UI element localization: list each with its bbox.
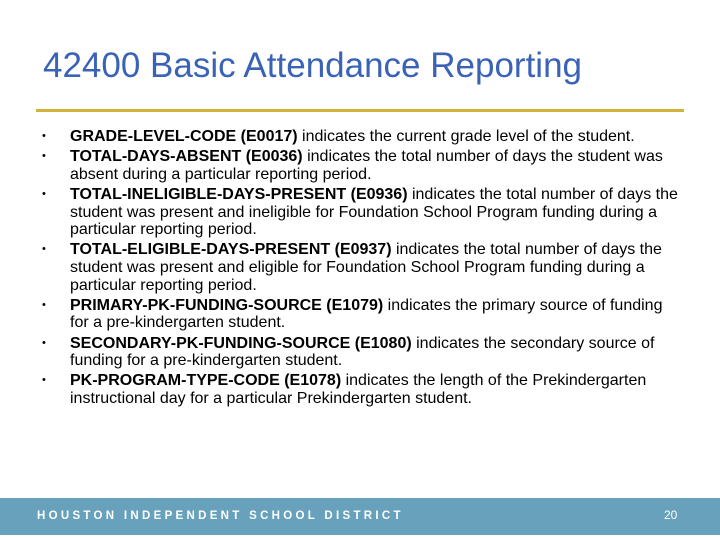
- list-item: [40, 186, 680, 239]
- bullet-icon: •: [42, 187, 46, 200]
- slide-title: 42400 Basic Attendance Reporting: [43, 46, 582, 85]
- list-item: [40, 372, 680, 407]
- list-item: [40, 241, 680, 294]
- item-description: indicates the secondary source of funding for a pre-kindergarten student.: [70, 334, 655, 370]
- list-item: [40, 297, 680, 332]
- bullet-icon: •: [42, 130, 46, 142]
- item-term: GRADE-LEVEL-CODE (E0017): [70, 128, 298, 145]
- item-description: indicates the total number of days the student was present and ineligible for Foundation School Program funding during a particular reporting period.: [70, 185, 678, 239]
- item-term: PK-PROGRAM-TYPE-CODE (E1078): [70, 372, 342, 390]
- bullet-icon: •: [42, 150, 46, 163]
- bullet-icon: •: [42, 336, 46, 349]
- item-description: indicates the length of the Prekindergarten instructional day for a particular Prekindergarten student.: [70, 372, 647, 407]
- list-item: [40, 128, 680, 146]
- page-number: 20: [664, 508, 678, 522]
- organization-name: HOUSTON INDEPENDENT SCHOOL DISTRICT: [37, 510, 404, 522]
- bullet-icon: •: [42, 298, 46, 311]
- item-term: TOTAL-INELIGIBLE-DAYS-PRESENT (E0936): [70, 185, 408, 203]
- item-description: indicates the total number of days the student was absent during a particular reporting period.: [70, 148, 663, 183]
- list-item: [40, 335, 680, 370]
- title-divider: [36, 109, 684, 112]
- item-term: TOTAL-DAYS-ABSENT (E0036): [70, 148, 303, 166]
- item-term: SECONDARY-PK-FUNDING-SOURCE (E1080): [70, 334, 412, 352]
- bullet-list: [40, 128, 680, 410]
- item-term: PRIMARY-PK-FUNDING-SOURCE (E1079): [70, 296, 384, 314]
- item-description: indicates the primary source of funding for a pre-kindergarten student.: [70, 296, 663, 332]
- item-description: indicates the total number of days the student was present and eligible for Foundation School Program funding during a particular reporting period.: [70, 241, 662, 294]
- item-term: TOTAL-ELIGIBLE-DAYS-PRESENT (E0937): [70, 241, 392, 259]
- bullet-icon: •: [42, 374, 46, 387]
- bullet-icon: •: [42, 243, 46, 256]
- footer-band: [0, 498, 720, 535]
- list-item: [40, 148, 680, 183]
- item-description: indicates the current grade level of the student.: [297, 128, 635, 145]
